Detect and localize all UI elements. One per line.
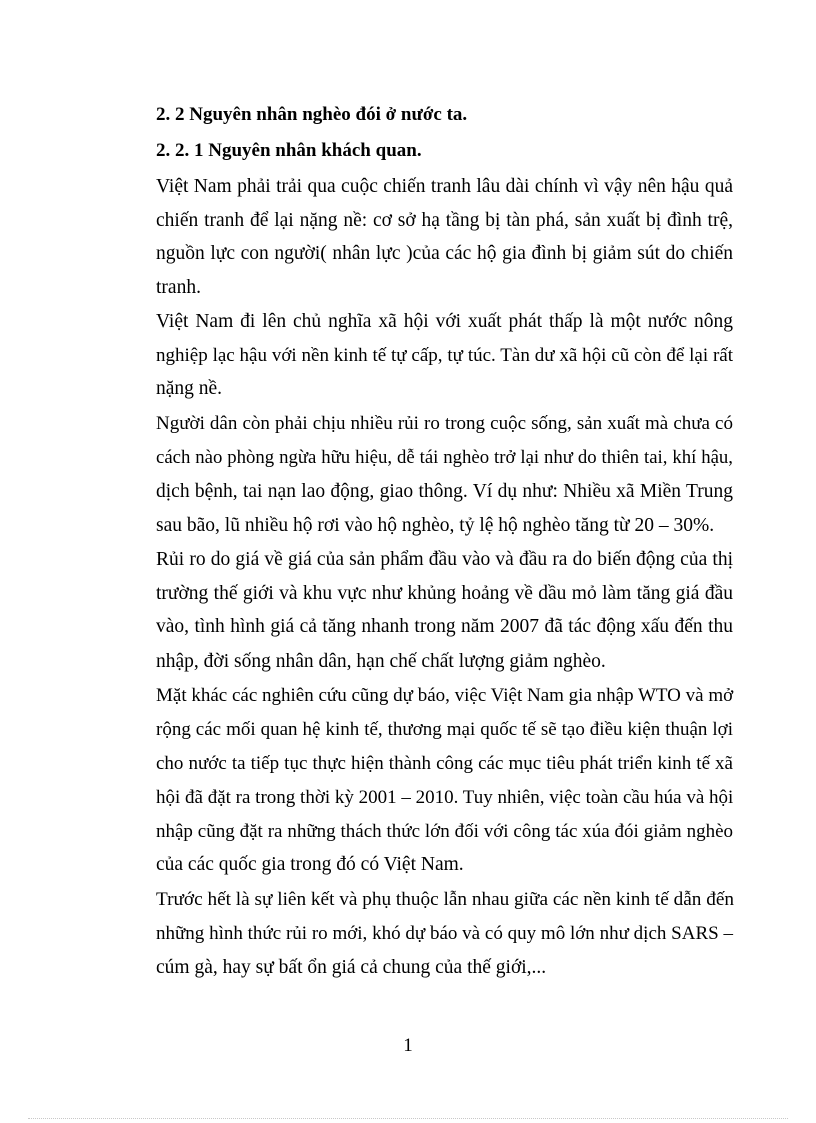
paragraph-4-line-3: vào, tình hình giá cả tăng nhanh trong năm 2007 đã tác động xấu đến thu [156,616,733,637]
paragraph-1-line-2: chiến tranh để lại nặng nề: cơ sở hạ tầng bị tàn phá, sản xuất bị đình trệ, [156,210,733,231]
paragraph-3-line-1: Người dân còn phải chịu nhiều rủi ro trong cuộc sống, sản xuất mà chưa có [156,413,733,434]
paragraph-2-line-3: nặng nề. [156,378,223,399]
paragraph-4-line-4: nhập, đời sống nhân dân, hạn chế chất lượng giảm nghèo. [156,651,606,672]
paragraph-4-line-2: trường thế giới và khu vực như khủng hoảng về dầu mỏ làm tăng giá đầu [156,583,733,604]
paragraph-3-line-2: cách nào phòng ngừa hữu hiệu, dễ tái nghèo trở lại như do thiên tai, khí hậu, [156,447,733,468]
paragraph-6-line-1: Trước hết là sự liên kết và phụ thuộc lẫn nhau giữa các nền kinh tế dẫn đến [156,889,735,910]
page-bottom-divider [28,1118,788,1119]
paragraph-5-line-6: của các quốc gia trong đó có Việt Nam. [156,854,464,875]
paragraph-4-line-1: Rủi ro do giá về giá của sản phẩm đầu vào và đầu ra do biến động của thị [156,549,733,570]
page-number: 1 [403,1035,413,1056]
paragraph-6-line-2: những hình thức rủi ro mới, khó dự báo và có quy mô lớn như dịch SARS – [156,923,733,944]
paragraph-5-line-3: cho nước ta tiếp tục thực hiện thành công các mục tiêu phát triển kinh tế xã [156,753,733,774]
paragraph-1-line-4: tranh. [156,277,201,298]
paragraph-1-line-3: nguồn lực con người( nhân lực )của các hộ gia đình bị giảm sút do chiến [156,243,733,264]
section-heading: 2. 2 Nguyên nhân nghèo đói ở nước ta. [156,104,468,125]
paragraph-5-line-4: hội đã đặt ra trong thời kỳ 2001 – 2010. Tuy nhiên, việc toàn cầu húa và hội [156,787,734,808]
paragraph-2-line-2: nghiệp lạc hậu với nền kinh tế tự cấp, tự túc. Tàn dư xã hội cũ còn để lại rất [156,345,733,366]
paragraph-3-line-4: sau bão, lũ nhiều hộ rơi vào hộ nghèo, tỷ lệ hộ nghèo tăng từ 20 – 30%. [156,515,715,536]
subsection-heading: 2. 2. 1 Nguyên nhân khách quan. [156,140,422,161]
paragraph-5-line-1: Mặt khác các nghiên cứu cũng dự báo, việc Việt Nam gia nhập WTO và mở [156,685,734,706]
paragraph-5-line-5: nhập cũng đặt ra những thách thức lớn đối với công tác xúa đói giảm nghèo [156,821,733,842]
paragraph-6-line-3: cúm gà, hay sự bất ổn giá cả chung của thế giới,... [156,957,547,978]
paragraph-2-line-1: Việt Nam đi lên chủ nghĩa xã hội với xuất phát thấp là một nước nông [156,311,733,332]
paragraph-1-line-1: Việt Nam phải trải qua cuộc chiến tranh lâu dài chính vì vậy nên hậu quả [156,176,733,197]
paragraph-3-line-3: dịch bệnh, tai nạn lao động, giao thông. Ví dụ như: Nhiều xã Miền Trung [156,481,733,502]
paragraph-5-line-2: rộng các mối quan hệ kinh tế, thương mại quốc tế sẽ tạo điều kiện thuận lợi [156,719,733,740]
